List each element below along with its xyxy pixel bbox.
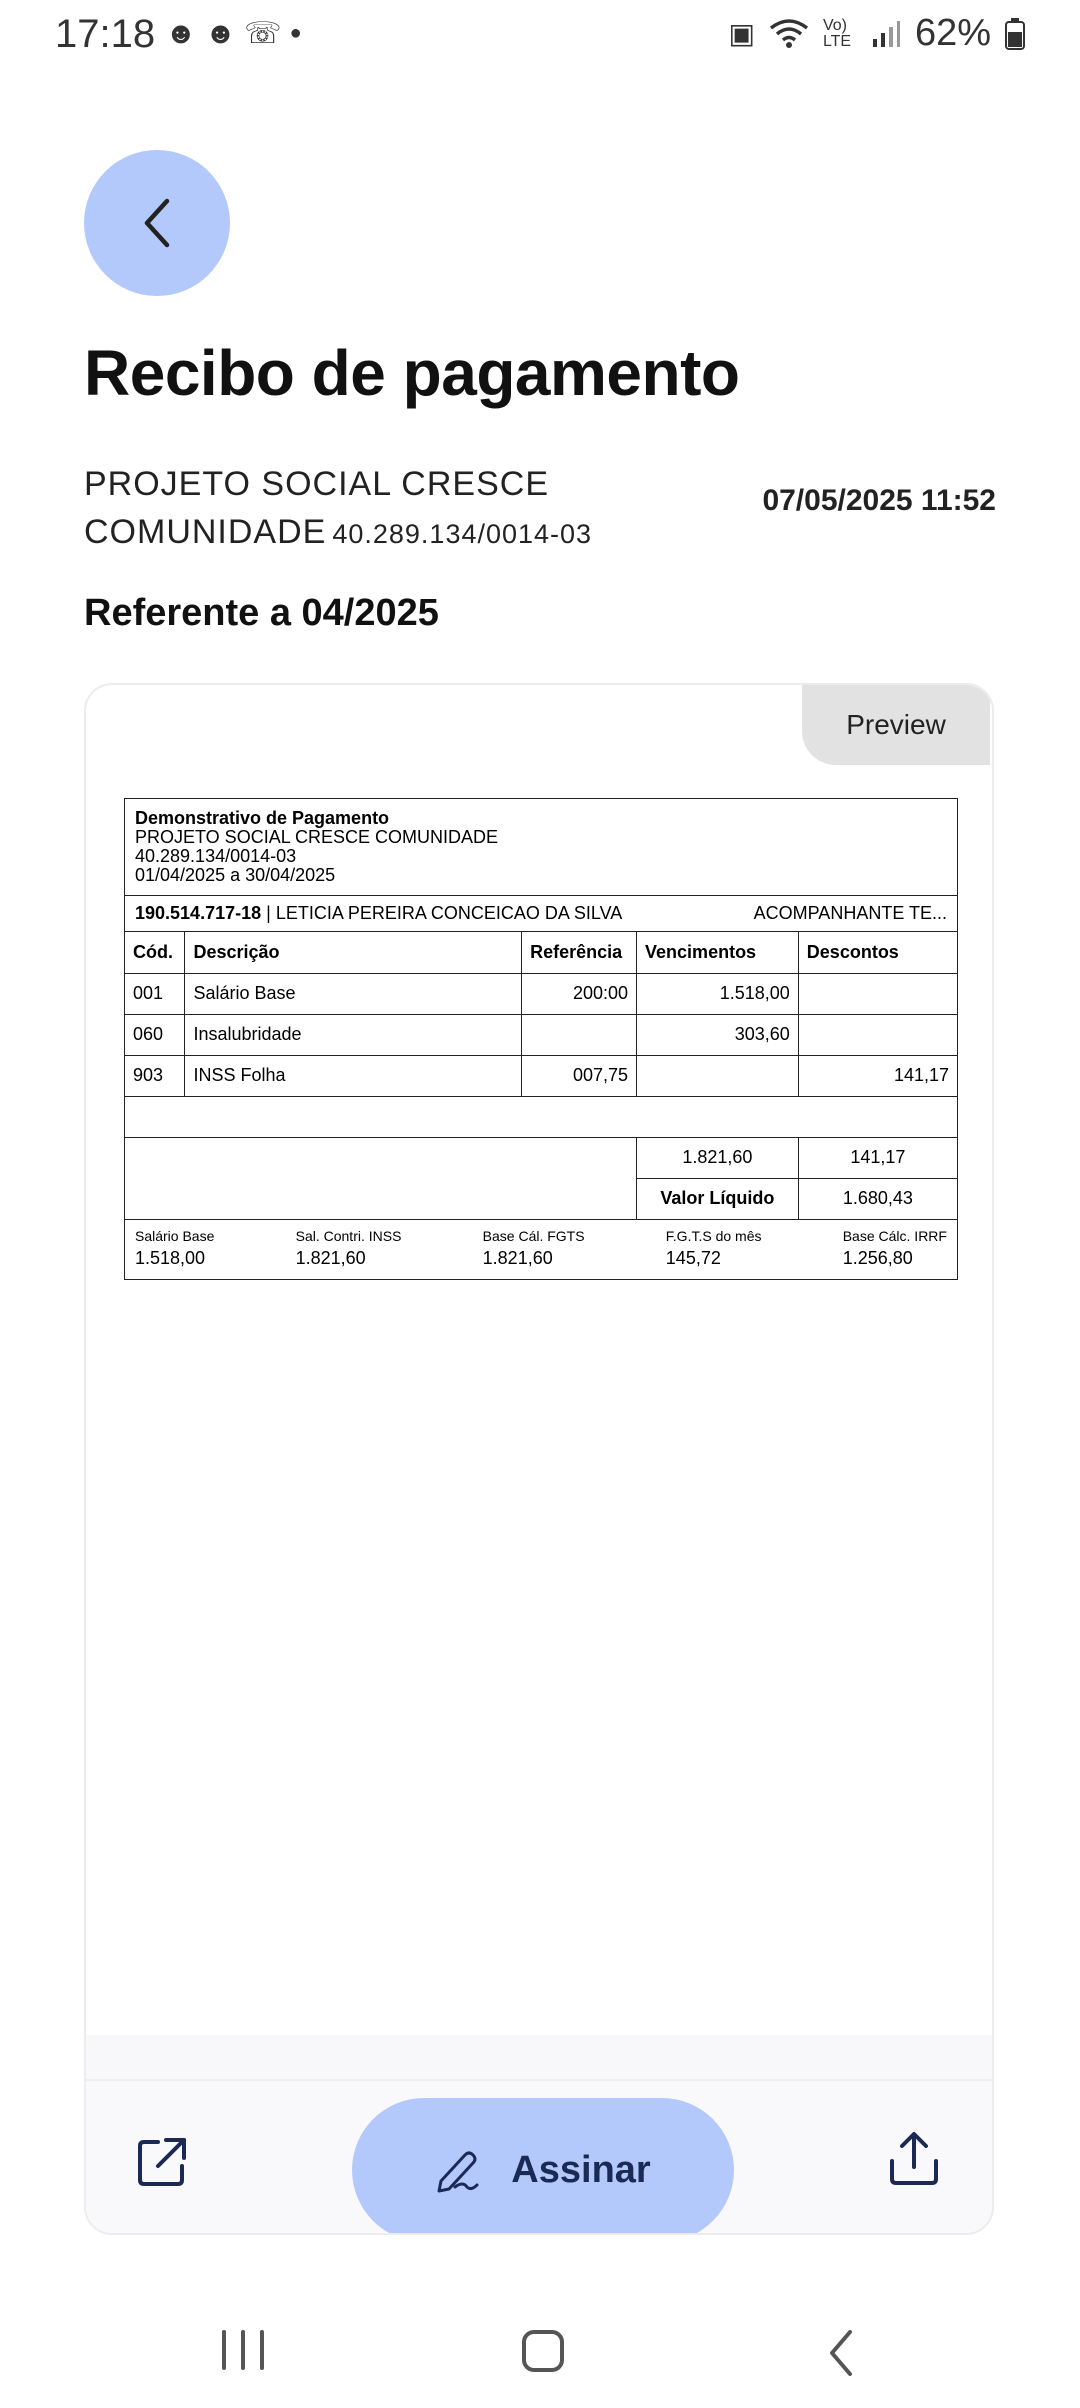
notification-app-icon: ☻ <box>165 16 197 50</box>
cell-referencia: 200:00 <box>522 973 637 1014</box>
totals-row <box>125 1137 957 1178</box>
signal-icon <box>871 19 901 49</box>
more-notifications-dot-icon: ● <box>289 22 302 44</box>
cell-descontos: 141,17 <box>798 1055 957 1096</box>
cell-cod: 060 <box>125 1014 185 1055</box>
table-row <box>125 1055 957 1096</box>
document-card <box>84 683 994 2235</box>
receipt-datetime: 07/05/2025 11:52 <box>762 484 996 517</box>
missed-call-icon: ☏ <box>244 17 282 50</box>
base-item <box>135 1228 214 1269</box>
company-cnpj: 40.289.134/0014-03 <box>332 519 593 549</box>
employee-id: 190.514.717-18 <box>135 903 262 923</box>
company-info <box>84 460 724 558</box>
pen-icon <box>435 2147 481 2193</box>
cell-vencimentos: 1.518,00 <box>637 973 799 1014</box>
payslip-items-table <box>125 932 957 1219</box>
cell-referencia <box>522 1014 637 1055</box>
base-item <box>296 1228 402 1269</box>
payslip-title: Demonstrativo de Pagamento <box>135 808 390 828</box>
base-value: 1.256,80 <box>842 1248 913 1268</box>
base-label: Salário Base <box>135 1228 215 1244</box>
payslip-company: PROJETO SOCIAL CRESCE COMUNIDADE <box>135 827 499 847</box>
col-descricao: Descrição <box>185 932 522 973</box>
back-button[interactable] <box>84 150 230 296</box>
base-item <box>483 1228 585 1269</box>
card-footer-band <box>86 2035 992 2085</box>
col-referencia: Referência <box>522 932 637 973</box>
base-value: 1.518,00 <box>135 1248 206 1268</box>
sign-button[interactable] <box>352 2098 734 2235</box>
reference-period: Referente a 04/2025 <box>84 592 439 634</box>
base-value: 1.821,60 <box>482 1248 553 1268</box>
cell-cod: 903 <box>125 1055 185 1096</box>
battery-saver-icon: ▣ <box>728 18 755 49</box>
notification-icons <box>165 16 302 51</box>
status-right <box>728 12 1025 55</box>
battery-percent: 62% <box>914 12 991 54</box>
chevron-left-icon <box>137 195 177 251</box>
totals-blank <box>125 1137 637 1178</box>
cell-referencia: 007,75 <box>522 1055 637 1096</box>
system-back-icon[interactable] <box>826 2328 856 2378</box>
notification-app-icon: ☻ <box>204 16 237 50</box>
employee-name: | LETICIA PEREIRA CONCEICAO DA SILVA <box>266 903 623 923</box>
base-item <box>843 1228 947 1269</box>
battery-icon <box>1005 18 1025 50</box>
status-time: 17:18 <box>55 12 156 56</box>
cell-vencimentos: 303,60 <box>637 1014 799 1055</box>
open-external-icon <box>136 2136 188 2188</box>
net-value: 1.680,43 <box>798 1178 957 1219</box>
status-bar <box>0 0 1080 72</box>
payslip-cnpj: 40.289.134/0014-03 <box>135 846 297 866</box>
share-button[interactable] <box>884 2129 944 2189</box>
cell-descontos <box>798 1014 957 1055</box>
col-vencimentos: Vencimentos <box>637 932 799 973</box>
cell-vencimentos <box>637 1055 799 1096</box>
table-spacer-row <box>125 1096 957 1137</box>
base-label: Base Cál. FGTS <box>482 1228 585 1244</box>
volte-indicator: Vo) LTE <box>822 16 852 50</box>
total-vencimentos: 1.821,60 <box>637 1137 799 1178</box>
cell-descricao: Insalubridade <box>185 1014 522 1055</box>
payslip-header <box>125 799 957 896</box>
cell-descricao: INSS Folha <box>185 1055 522 1096</box>
base-item <box>666 1228 762 1269</box>
recent-apps-button[interactable] <box>222 2330 264 2374</box>
cell-cod: 001 <box>125 973 185 1014</box>
open-external-button[interactable] <box>134 2134 190 2190</box>
base-label: Sal. Contri. INSS <box>295 1228 402 1244</box>
cell-descricao: Salário Base <box>185 973 522 1014</box>
system-nav-bar <box>0 2300 1080 2408</box>
share-icon <box>888 2131 940 2187</box>
cell-descontos <box>798 973 957 1014</box>
base-value: 1.821,60 <box>295 1248 366 1268</box>
page-title: Recibo de pagamento <box>84 337 740 409</box>
payslip-bases <box>125 1219 957 1279</box>
total-descontos: 141,17 <box>798 1137 957 1178</box>
net-value-label: Valor Líquido <box>637 1178 799 1219</box>
table-header-row <box>125 932 957 973</box>
preview-tab[interactable]: Preview <box>802 685 990 765</box>
sign-button-label: Assinar <box>511 2148 651 2191</box>
employee-role: ACOMPANHANTE TE... <box>753 903 947 923</box>
table-row <box>125 973 957 1014</box>
company-name-line1: PROJETO SOCIAL CRESCE <box>84 465 549 503</box>
payslip-document <box>124 798 958 1280</box>
employee-row <box>125 896 957 932</box>
net-value-row <box>125 1178 957 1219</box>
base-value: 145,72 <box>665 1248 721 1268</box>
wifi-icon <box>769 18 809 50</box>
company-name-line2: COMUNIDADE <box>84 513 327 551</box>
base-label: F.G.T.S do mês <box>665 1228 762 1244</box>
payslip-period: 01/04/2025 a 30/04/2025 <box>135 865 336 885</box>
net-blank <box>125 1178 637 1219</box>
col-descontos: Descontos <box>798 932 957 973</box>
table-row <box>125 1014 957 1055</box>
base-label: Base Cálc. IRRF <box>842 1228 947 1244</box>
home-button[interactable] <box>522 2330 564 2372</box>
col-cod: Cód. <box>125 932 185 973</box>
spacer-cell <box>125 1096 957 1137</box>
